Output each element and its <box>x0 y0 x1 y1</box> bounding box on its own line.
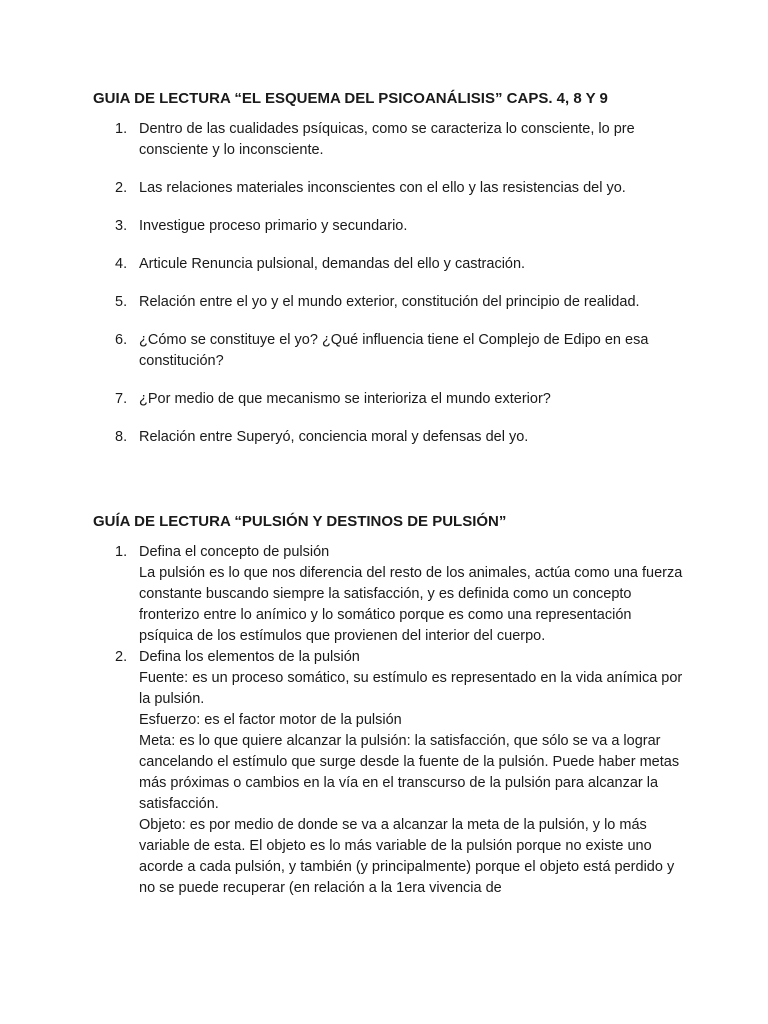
question-text: Defina los elementos de la pulsión <box>139 649 360 665</box>
list-item <box>93 542 683 647</box>
list-item <box>93 119 683 161</box>
answer-text: Fuente: es un proceso somático, su estímulo es representado en la vida anímica por la pulsión. <box>139 670 683 707</box>
item-number: 6. <box>115 332 128 348</box>
item-number: 1. <box>115 544 128 560</box>
list-item <box>93 254 683 275</box>
answer-text: Objeto: es por medio de donde se va a alcanzar la meta de la pulsión, y lo más variable de esta. El objeto es lo más variable de la pulsión porque no existe uno acorde a cada pulsión, y también (y principalmente) porque el objeto está perdido y no se puede recuperar (en relación a la 1era vivencia de <box>139 817 675 896</box>
item-number: 2. <box>115 180 128 196</box>
item-text: Relación entre Superyó, conciencia moral y defensas del yo. <box>139 429 529 445</box>
question-list <box>93 119 683 465</box>
item-text: ¿Por medio de que mecanismo se interioriza el mundo exterior? <box>139 391 551 407</box>
question-list <box>93 542 683 899</box>
list-item <box>93 330 683 372</box>
item-text: Dentro de las cualidades psíquicas, como se caracteriza lo consciente, lo pre consciente y lo inconsciente. <box>139 121 635 158</box>
item-text: Las relaciones materiales inconscientes con el ello y las resistencias del yo. <box>139 180 626 196</box>
item-number: 3. <box>115 218 128 234</box>
item-number: 7. <box>115 391 128 407</box>
section-title: GUIA DE LECTURA “EL ESQUEMA DEL PSICOANÁLISIS” CAPS. 4, 8 Y 9 <box>93 90 608 107</box>
question-text: Defina el concepto de pulsión <box>139 544 330 560</box>
item-text: Articule Renuncia pulsional, demandas del ello y castración. <box>139 256 526 272</box>
list-item <box>93 292 683 313</box>
item-number: 8. <box>115 429 128 445</box>
item-text: Relación entre el yo y el mundo exterior, constitución del principio de realidad. <box>139 294 640 310</box>
section-title: GUÍA DE LECTURA “PULSIÓN Y DESTINOS DE PULSIÓN” <box>93 513 507 530</box>
item-text: ¿Cómo se constituye el yo? ¿Qué influencia tiene el Complejo de Edipo en esa constitución? <box>139 332 649 369</box>
item-number: 1. <box>115 121 128 137</box>
item-number: 4. <box>115 256 128 272</box>
item-number: 2. <box>115 649 128 665</box>
item-number: 5. <box>115 294 128 310</box>
answer-text: La pulsión es lo que nos diferencia del resto de los animales, actúa como una fuerza constante buscando siempre la satisfacción, y es definida como un concepto fronterizo entre lo anímico y lo somático porque es como una representación psíquica de los estímulos que provienen del interior del cuerpo. <box>139 565 683 644</box>
list-item <box>93 216 683 237</box>
list-item <box>93 389 683 410</box>
answer-text: Esfuerzo: es el factor motor de la pulsión <box>139 712 402 728</box>
list-item <box>93 647 683 899</box>
list-item <box>93 427 683 448</box>
list-item <box>93 178 683 199</box>
item-text: Investigue proceso primario y secundario. <box>139 218 408 234</box>
answer-text: Meta: es lo que quiere alcanzar la pulsión: la satisfacción, que sólo se va a lograr cancelando el estímulo que surge desde la fuente de la pulsión. Puede haber metas más próximas o cambios en la vía en el transcurso de la pulsión para alcanzar la satisfacción. <box>139 733 680 812</box>
